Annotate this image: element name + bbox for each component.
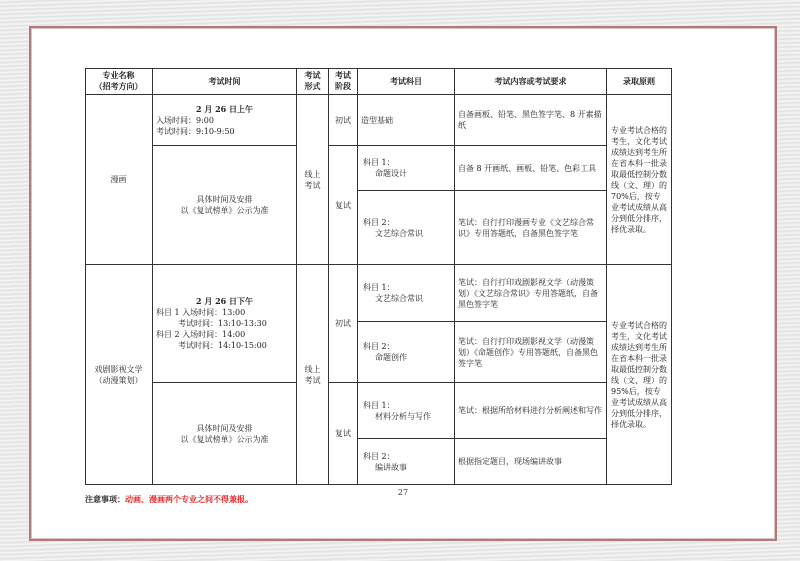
footnote-label: 注意事项：	[85, 494, 125, 504]
xiju-subject-3	[358, 383, 455, 439]
xiju-subject-1-index: 科目 1：	[363, 283, 395, 292]
exam-table	[85, 68, 672, 485]
manhua-subject-2	[358, 146, 455, 191]
xiju-principle: 专业考试合格的考生，文化考试成绩达到考生所在省本科一批录取最低控制分数线（文、理）的 95%后，按专业考试成绩从高分到低分排序，择优录取。	[607, 265, 672, 485]
xiju-prelim-time	[153, 265, 297, 383]
manhua-prelim-date: 2 月 26 日上午	[195, 103, 254, 114]
xiju-content-3: 笔试：根据所给材料进行分析阐述和写作	[455, 383, 607, 439]
header-form-line2: 形式	[304, 81, 321, 91]
xiju-form-line1: 线上	[304, 364, 321, 374]
manhua-retest-line1: 具体时间及安排	[196, 195, 253, 204]
manhua-content-1: 自备画板、铅笔、黑色签字笔、8 开素描纸	[455, 95, 607, 146]
major-xiju-line2: （动漫策划）	[94, 375, 143, 385]
manhua-content-2: 自备 8 开画纸、画板、铅笔、色彩工具	[455, 146, 607, 191]
xiju-stage-prelim: 初试	[329, 265, 358, 383]
xiju-subject-3-index: 科目 1：	[363, 400, 395, 410]
manhua-stage-prelim: 初试	[329, 95, 358, 146]
xiju-content-4: 根据指定题目，现场编讲故事	[455, 439, 607, 485]
manhua-exam-time: 考试时间：9:10-9:50	[156, 126, 235, 136]
document-page	[29, 26, 777, 541]
manhua-subject-1: 造型基础	[358, 95, 455, 146]
xiju-s2-entry-time: 科目 2 入场时间：14:00	[156, 330, 246, 339]
xiju-retest-line1: 具体时间及安排	[196, 423, 253, 433]
xiju-stage-retest: 复试	[329, 383, 358, 485]
manhua-form-line2: 考试	[304, 180, 321, 190]
manhua-subject-3-name: 文艺综合常识	[375, 228, 423, 238]
xiju-subject-2	[358, 322, 455, 383]
xiju-subject-2-index: 科目 2：	[363, 342, 395, 351]
major-xiju-line1: 戏剧影视文学	[94, 364, 143, 374]
manhua-subject-2-name: 命题设计	[375, 169, 407, 178]
xiju-content-1: 笔试：自行打印戏剧影视文学（动漫策划）《文艺综合常识》专用答题纸，自备黑色签字笔	[455, 265, 607, 322]
manhua-subject-2-index: 科目 1：	[363, 158, 395, 167]
header-stage	[329, 68, 358, 95]
xiju-subject-3-name: 材料分析与写作	[375, 411, 431, 421]
xiju-s2-exam-time: 考试时间：14:10-15:00	[178, 341, 267, 350]
xiju-retest-line2: 以《复试榜单》公示为准	[180, 434, 269, 444]
xiju-form-line2: 考试	[304, 375, 321, 385]
header-time: 考试时间	[153, 68, 297, 95]
manhua-retest-time	[153, 146, 297, 265]
xiju-s1-exam-time: 考试时间：13:10-13:30	[178, 319, 267, 328]
major-manhua: 漫画	[85, 95, 153, 265]
manhua-stage-retest: 复试	[329, 146, 358, 265]
header-subject: 考试科目	[358, 68, 455, 95]
header-content: 考试内容或考试要求	[455, 68, 607, 95]
xiju-s1-entry-time: 科目 1 入场时间：13:00	[156, 308, 246, 317]
header-principle: 录取原则	[607, 68, 672, 95]
xiju-subject-4-name: 编讲故事	[375, 462, 407, 472]
xiju-subject-4-index: 科目 2：	[363, 451, 395, 461]
manhua-form-line1: 线上	[304, 169, 321, 179]
xiju-subject-1	[358, 265, 455, 322]
header-form-line1: 考试	[304, 70, 321, 80]
page-number: 27	[397, 488, 409, 497]
xiju-prelim-date: 2 月 26 日下午	[195, 296, 254, 306]
manhua-entry-time: 入场时间：9:00	[156, 115, 214, 125]
header-major	[85, 68, 153, 95]
xiju-subject-1-name: 文艺综合常识	[375, 294, 423, 303]
xiju-retest-time	[153, 383, 297, 485]
footnote-text: 动画、漫画两个专业之间不得兼报。	[125, 494, 253, 504]
manhua-subject-3-index: 科目 2：	[363, 217, 395, 227]
manhua-prelim-time	[153, 95, 297, 146]
header-form	[297, 68, 329, 95]
header-major-line2: （招考方向）	[94, 81, 143, 91]
header-stage-line1: 考试	[335, 70, 351, 80]
xiju-subject-4	[358, 439, 455, 485]
header-major-line1: 专业名称	[102, 70, 135, 80]
xiju-form	[297, 265, 329, 485]
header-stage-line2: 阶段	[335, 81, 351, 91]
manhua-content-3: 笔试：自行打印漫画专业《文艺综合常识》专用答题纸，自备黑色签字笔	[455, 191, 607, 265]
manhua-retest-line2: 以《复试榜单》公示为准	[180, 206, 269, 215]
major-xiju	[85, 265, 153, 485]
manhua-form	[297, 95, 329, 265]
manhua-principle: 专业考试合格的考生，文化考试成绩达到考生所在省本科一批录取最低控制分数线（文、理）的 70%后，按专业考试成绩从高分到低分排序，择优录取。	[607, 95, 672, 265]
manhua-subject-3	[358, 191, 455, 265]
xiju-subject-2-name: 命题创作	[375, 353, 407, 362]
xiju-content-2: 笔试：自行打印戏剧影视文学（动漫策划）《命题创作》专用答题纸，自备黑色签字笔	[455, 322, 607, 383]
